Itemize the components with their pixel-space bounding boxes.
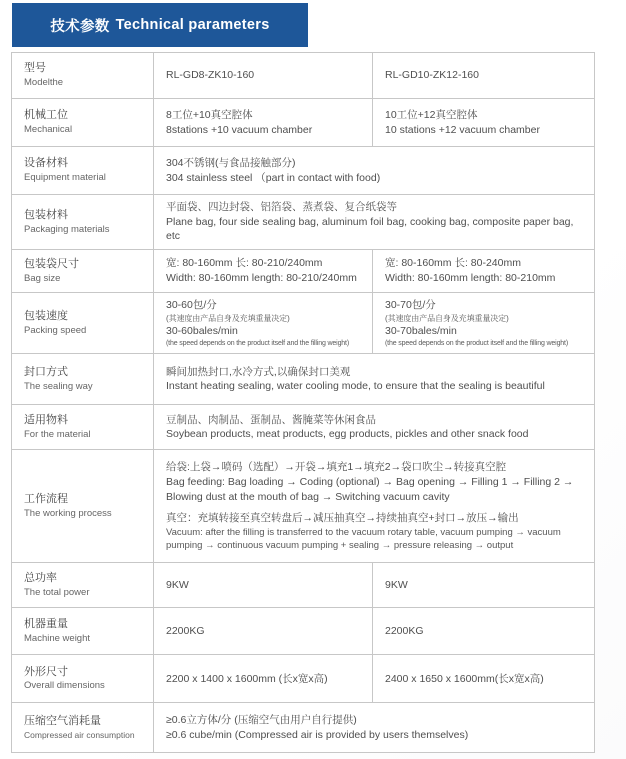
- value-line: [166, 298, 368, 324]
- row-label-equipment-material: [12, 147, 154, 194]
- row-label-en: Bag size: [24, 272, 61, 284]
- row-label-zh: 包装材料: [24, 208, 68, 221]
- value-text: 9KW: [166, 579, 189, 592]
- value-text: 瞬间加热封口,水冷方式,以确保封口美观: [166, 365, 351, 378]
- row-value-machine-weight-col2: [373, 608, 594, 654]
- row-label-model: [12, 53, 154, 98]
- row-value-overall-dimensions-col2: [373, 655, 594, 702]
- row-value-bag-size-col2: [373, 250, 594, 292]
- row-value-equipment-material: [154, 147, 594, 194]
- value-text: 宽: 80-160mm 长: 80-210/240mm: [166, 257, 323, 270]
- value-text-fineprint: (the speed depends on the product itself and the filling weight): [166, 339, 350, 347]
- value-line: [385, 108, 590, 123]
- value-text: 宽: 80-160mm 长: 80-240mm: [385, 257, 521, 270]
- value-line: [385, 624, 590, 639]
- value-text: 平面袋、四边封袋、铝箔袋、蒸煮袋、复合纸袋等: [166, 201, 397, 213]
- value-text: Instant heating sealing, water cooling mode, to ensure that the sealing is beautiful: [166, 380, 545, 393]
- row-label-bag-size: [12, 250, 154, 292]
- row-value-compressed-air: [154, 703, 594, 752]
- row-label-zh: 机器重量: [24, 618, 68, 631]
- row-label-en: For the material: [24, 428, 91, 440]
- value-text: ≥0.6 cube/min (Compressed air is provided by users themselves): [166, 728, 469, 741]
- value-line: [166, 475, 590, 504]
- table-row-model: [12, 53, 594, 98]
- value-text: RL-GD10-ZK12-160: [385, 69, 479, 82]
- row-label-zh: 适用物料: [24, 414, 68, 427]
- row-label-zh: 包装袋尺寸: [24, 257, 79, 270]
- table-row-sealing-way: [12, 353, 594, 404]
- row-label-zh: 机械工位: [24, 109, 68, 122]
- table-row-packing-speed: [12, 292, 594, 353]
- value-line: [166, 256, 368, 271]
- row-label-packaging-materials: [12, 195, 154, 249]
- value-line: [166, 672, 368, 687]
- value-text: Width: 80-160mm length: 80-210mm: [385, 272, 556, 285]
- row-value-sealing-way: [154, 354, 594, 404]
- row-value-machine-weight-col1: [154, 608, 373, 654]
- value-line: [385, 298, 590, 324]
- value-line: [166, 624, 368, 639]
- table-row-compressed-air: [12, 702, 594, 752]
- value-line: [166, 324, 368, 339]
- section-title-banner: [12, 3, 308, 47]
- value-line: [166, 379, 590, 394]
- value-text: 30-60包/分: [166, 299, 217, 312]
- row-value-model-col2: [373, 53, 594, 98]
- row-label-en: Mechanical: [24, 124, 73, 136]
- row-value-total-power-col1: [154, 563, 373, 607]
- table-row-total-power: [12, 562, 594, 607]
- table-row-overall-dimensions: [12, 654, 594, 702]
- row-value-working-process: [154, 450, 594, 562]
- value-line: [166, 713, 590, 728]
- row-value-bag-size-col1: [154, 250, 373, 292]
- value-text: 10 stations +12 vacuum chamber: [385, 123, 540, 136]
- row-label-en: Overall dimensions: [24, 680, 105, 692]
- row-label-zh: 设备材料: [24, 157, 68, 170]
- row-label-en: The sealing way: [24, 380, 93, 392]
- table-row-working-process: [12, 449, 594, 562]
- table-row-equipment-material: [12, 146, 594, 194]
- value-text: 2400 x 1650 x 1600mm(长x宽x高): [385, 672, 544, 685]
- value-text: Width: 80-160mm length: 80-210/240mm: [166, 272, 357, 285]
- table-row-packaging-materials: [12, 194, 594, 249]
- value-line: [166, 123, 368, 138]
- row-value-packaging-materials: [154, 195, 594, 249]
- value-text: 9KW: [385, 579, 408, 592]
- value-line: [166, 68, 368, 83]
- row-label-zh: 压缩空气消耗量: [24, 715, 101, 728]
- section-title-zh: 技术参数: [50, 18, 110, 35]
- row-label-zh: 封口方式: [24, 366, 68, 379]
- row-label-en: Machine weight: [24, 632, 91, 644]
- value-text: 给袋:上袋→喷码（选配）→开袋→填充1→填充2→袋口吹尘→转接真空腔: [166, 461, 507, 474]
- row-label-zh: 外形尺寸: [24, 665, 68, 678]
- row-label-en: Modelthe: [24, 77, 64, 89]
- value-line: [166, 413, 590, 428]
- row-value-packing-speed-col2: [373, 293, 594, 353]
- value-line: [166, 108, 368, 123]
- row-value-total-power-col2: [373, 563, 594, 607]
- value-text: Soybean products, meat products, egg products, pickles and other snack food: [166, 428, 529, 441]
- row-label-mechanical-stations: [12, 99, 154, 146]
- row-label-machine-weight: [12, 608, 154, 654]
- value-text: ≥0.6立方体/分 (压缩空气由用户自行提供): [166, 714, 357, 727]
- value-line: [385, 123, 590, 138]
- value-text: 2200 x 1400 x 1600mm (长x宽x高): [166, 672, 328, 685]
- value-text: 豆制品、肉制品、蛋制品、酱腌菜等休闲食品: [166, 413, 376, 426]
- value-text: 8stations +10 vacuum chamber: [166, 123, 313, 136]
- value-line: [166, 171, 590, 186]
- value-text: 10工位+12真空腔体: [385, 108, 478, 121]
- row-label-applicable-material: [12, 405, 154, 449]
- value-line: [166, 365, 590, 380]
- value-text: 2200KG: [385, 625, 424, 638]
- value-line: [166, 526, 590, 553]
- table-row-applicable-material: [12, 404, 594, 449]
- value-text: 真空：充填转接至真空转盘后→减压抽真空→持续抽真空+封口→放压→输出: [166, 512, 519, 525]
- row-label-en: Packaging materials: [24, 223, 110, 235]
- row-value-packing-speed-col1: [154, 293, 373, 353]
- row-label-en: The working process: [24, 507, 112, 519]
- value-line: [166, 511, 590, 526]
- value-text: 30-70bales/min: [385, 324, 457, 337]
- value-line: [385, 68, 590, 83]
- value-line: [385, 324, 590, 339]
- table-row-machine-weight: [12, 607, 594, 654]
- row-value-applicable-material: [154, 405, 594, 449]
- row-label-total-power: [12, 563, 154, 607]
- value-text: RL-GD8-ZK10-160: [166, 69, 255, 82]
- value-text-fineprint: (其速度由产品自身及充填重量决定): [385, 313, 509, 323]
- value-text: 30-70包/分: [385, 299, 436, 312]
- row-value-mechanical-stations-col2: [373, 99, 594, 146]
- row-label-packing-speed: [12, 293, 154, 353]
- row-label-zh: 总功率: [24, 572, 57, 585]
- value-line: [385, 339, 590, 349]
- row-label-zh: 工作流程: [24, 493, 68, 506]
- row-label-en: The total power: [24, 586, 90, 598]
- row-label-working-process: [12, 450, 154, 562]
- value-line: [166, 215, 590, 244]
- value-line: [166, 156, 590, 171]
- value-text-fineprint: (其速度由产品自身及充填重量决定): [166, 313, 290, 323]
- value-text: Plane bag, four side sealing bag, aluminum foil bag, cooking bag, composite paper bag, etc: [166, 215, 574, 243]
- row-label-zh: 型号: [24, 62, 46, 75]
- row-label-en: Packing speed: [24, 324, 87, 336]
- value-line: [385, 256, 590, 271]
- value-line: [166, 200, 590, 215]
- value-line: [166, 728, 590, 743]
- value-line: [166, 578, 368, 593]
- value-text-secondary: Vacuum: after the filling is transferred to the vacuum rotary table, vacuum pumping → vacuum pumping → continuous vacuum pumping + sealing → pressure releasing → output: [166, 527, 561, 552]
- value-text: 30-60bales/min: [166, 324, 238, 337]
- row-label-en: Equipment material: [24, 172, 106, 184]
- value-text: 8工位+10真空腔体: [166, 108, 253, 121]
- table-row-bag-size: [12, 249, 594, 292]
- value-line: [385, 578, 590, 593]
- row-label-en: Compressed air consumption: [24, 730, 135, 741]
- value-line: [385, 271, 590, 286]
- row-label-compressed-air: [12, 703, 154, 752]
- row-value-overall-dimensions-col1: [154, 655, 373, 702]
- value-text-fineprint: (the speed depends on the product itself and the filling weight): [385, 339, 569, 347]
- row-label-overall-dimensions: [12, 655, 154, 702]
- value-text: 304 stainless steel （part in contact with food): [166, 171, 381, 184]
- value-line: [166, 271, 368, 286]
- row-value-mechanical-stations-col1: [154, 99, 373, 146]
- value-line: [166, 460, 590, 475]
- value-line: [166, 339, 368, 349]
- section-title-en: Technical parameters: [115, 17, 270, 33]
- value-line: [166, 427, 590, 442]
- row-label-sealing-way: [12, 354, 154, 404]
- row-value-model-col1: [154, 53, 373, 98]
- value-text: Bag feeding: Bag loading → Coding (optional) → Bag opening → Filling 1 → Filling 2 → Blowing dust at the mouth of bag → Switching vacuum cavity: [166, 475, 574, 503]
- value-line: [385, 672, 590, 687]
- row-label-zh: 包装速度: [24, 309, 68, 322]
- parameters-table: [11, 52, 595, 753]
- table-row-mechanical-stations: [12, 98, 594, 146]
- value-text: 2200KG: [166, 625, 205, 638]
- value-text: 304不锈钢(与食品接触部分): [166, 156, 296, 169]
